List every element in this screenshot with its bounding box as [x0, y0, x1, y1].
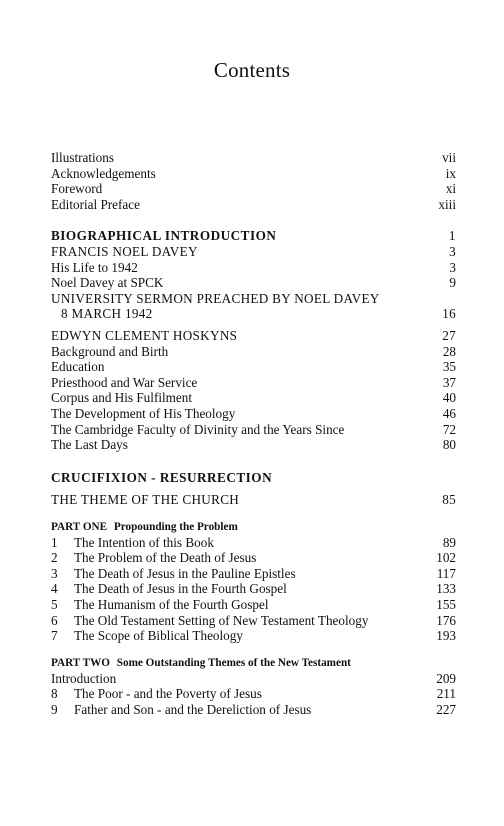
toc-entry-page: 37 — [442, 374, 456, 390]
toc-entry — [51, 260, 456, 276]
toc-entry-page: 3 — [449, 259, 456, 275]
chapter-entry — [51, 550, 456, 566]
chapter-entry — [51, 613, 456, 629]
chapter-title: The Intention of this Book — [74, 534, 214, 550]
toc-entry — [51, 422, 456, 438]
toc-entry — [51, 306, 456, 322]
chapter-title: The Death of Jesus in the Pauline Epistles — [74, 565, 296, 581]
chapter-title: The Death of Jesus in the Fourth Gospel — [74, 581, 287, 597]
toc-entry-page: 209 — [436, 670, 456, 686]
part-heading — [51, 520, 456, 535]
toc-entry-page: 40 — [442, 390, 456, 406]
toc-entry — [51, 181, 456, 197]
chapter-number: 9 — [51, 701, 58, 717]
toc-entry-label: Foreword — [51, 181, 103, 197]
chapter-number: 5 — [51, 596, 58, 612]
chapter-entry — [51, 702, 456, 718]
chapter-title: The Problem of the Death of Jesus — [74, 550, 257, 566]
toc-entry-label: The Last Days — [51, 437, 128, 453]
toc-entry — [51, 344, 456, 360]
chapter-entry — [51, 566, 456, 582]
chapter-entry — [51, 597, 456, 613]
section-heading — [51, 228, 456, 244]
toc-entry — [51, 150, 456, 166]
toc-entry-label: The Development of His Theology — [51, 405, 236, 421]
toc-entry-page: 193 — [436, 628, 456, 644]
toc-entry-label: Editorial Preface — [51, 196, 140, 212]
chapter-number: 1 — [51, 534, 58, 550]
chapter-entry — [51, 535, 456, 551]
toc-entry — [51, 166, 456, 182]
chapter-number: 6 — [51, 612, 58, 628]
part-title: Propounding the Problem — [113, 520, 238, 533]
crucifixion-section — [51, 470, 456, 718]
chapter-entry — [51, 628, 456, 644]
chapter-number: 7 — [51, 628, 58, 644]
toc-entry-page: 35 — [442, 359, 456, 375]
toc-entry-page: 85 — [442, 492, 456, 507]
sermon-date: 8 MARCH 1942 — [61, 306, 153, 322]
chapter-number: 4 — [51, 581, 58, 597]
toc-entry-label: Education — [51, 359, 105, 375]
chapter-number: 8 — [51, 686, 58, 702]
toc-entry-page: 227 — [436, 701, 456, 717]
toc-entry-label: Noel Davey at SPCK — [51, 275, 164, 291]
toc-entry — [51, 437, 456, 453]
toc-entry-page: 46 — [442, 405, 456, 421]
toc-entry-page: 155 — [436, 596, 456, 612]
toc-entry-label: Acknowledgements — [51, 165, 156, 181]
toc-entry — [51, 390, 456, 406]
toc-entry-page: 3 — [449, 244, 456, 259]
toc-entry — [51, 406, 456, 422]
toc-entry-page: 80 — [442, 437, 456, 453]
part-label: PART ONE — [51, 520, 108, 533]
toc-entry-label: Corpus and His Fulfilment — [51, 390, 193, 406]
toc-entry — [51, 328, 456, 344]
chapter-title: The Poor - and the Poverty of Jesus — [74, 686, 262, 702]
chapter-entry — [51, 581, 456, 597]
chapter-entry — [51, 686, 456, 702]
part-label: PART TWO — [51, 656, 110, 669]
toc-entry-label: Priesthood and War Service — [51, 374, 198, 390]
section-heading — [51, 470, 456, 486]
chapter-number: 2 — [51, 550, 58, 566]
toc-entry-label: The Cambridge Faculty of Divinity and the Years Since — [51, 421, 345, 437]
chapter-title: The Humanism of the Fourth Gospel — [74, 596, 269, 612]
section-heading-label: BIOGRAPHICAL INTRODUCTION — [51, 228, 277, 243]
toc-entry-page: ix — [445, 165, 456, 181]
toc-entry — [51, 492, 456, 508]
toc-entry-label: Background and Birth — [51, 343, 169, 359]
toc-entry — [51, 375, 456, 391]
toc-entry — [51, 244, 456, 260]
toc-entry-label: Introduction — [51, 670, 117, 686]
chapter-title: Father and Son - and the Dereliction of Jesus — [74, 701, 312, 717]
toc-entry-page: 16 — [442, 306, 456, 322]
toc-entry-page: 133 — [436, 581, 456, 597]
toc-entry — [51, 197, 456, 213]
toc-entry-page: 211 — [436, 686, 456, 702]
toc-entry-label: Illustrations — [51, 150, 115, 165]
chapter-number: 3 — [51, 565, 58, 581]
toc-entry-page: 72 — [442, 421, 456, 437]
toc-entry — [51, 275, 456, 291]
toc-entry-page: 27 — [442, 327, 456, 343]
toc-entry-page: 9 — [449, 275, 456, 291]
subject-name: EDWYN CLEMENT HOSKYNS — [51, 327, 238, 343]
subject-name: FRANCIS NOEL DAVEY — [51, 244, 198, 259]
toc-entry-page: 117 — [436, 565, 456, 581]
biographical-section — [51, 228, 456, 453]
toc-entry-page: xiii — [438, 196, 456, 212]
page-title: Contents — [213, 58, 291, 82]
toc-entry — [51, 671, 456, 687]
toc-entry — [51, 359, 456, 375]
toc-entry-label: His Life to 1942 — [51, 259, 138, 275]
chapter-title: The Old Testament Setting of New Testament Theology — [74, 612, 369, 628]
toc-entry-page: 102 — [436, 550, 456, 566]
toc-entry-page: 176 — [436, 612, 456, 628]
toc-entry-page: xi — [445, 181, 456, 197]
toc-entry-page: vii — [442, 150, 456, 165]
sermon-title: UNIVERSITY SERMON PREACHED BY NOEL DAVEY — [51, 290, 380, 306]
part-heading — [51, 656, 456, 671]
part-title: Some Outstanding Themes of the New Testament — [116, 656, 351, 669]
toc-entry — [51, 291, 456, 307]
toc-entry-page: 28 — [442, 343, 456, 359]
section-heading-label: CRUCIFIXION - RESURRECTION — [51, 470, 273, 485]
toc-entry-page: 89 — [442, 534, 456, 550]
section-heading-page: 1 — [448, 228, 456, 243]
subheading-label: THE THEME OF THE CHURCH — [51, 492, 240, 507]
front-matter-list — [51, 150, 456, 212]
chapter-title: The Scope of Biblical Theology — [74, 628, 243, 644]
